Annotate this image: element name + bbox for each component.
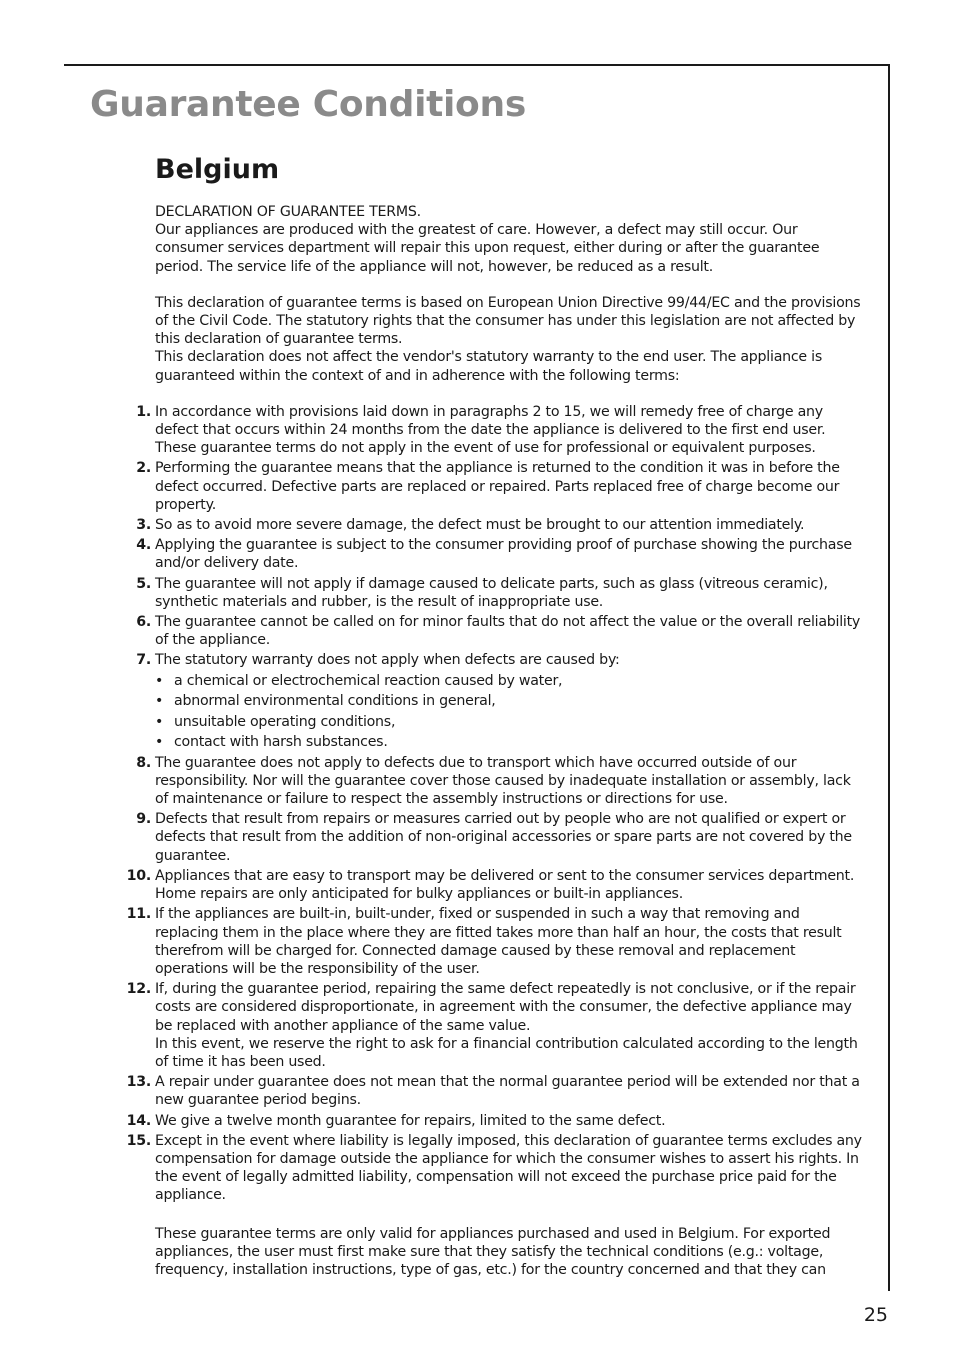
bullet-item bbox=[155, 733, 867, 751]
closing-paragraph: These guarantee terms are only valid for appliances purchased and used in Belgium. For exported appliances, the user must first make sure that they satisfy the technical conditions (e.g.: voltage, frequency, installation instructions, type of gas, etc.) for the country concerned and that they can bbox=[155, 1225, 831, 1278]
term-number: 9. bbox=[136, 811, 151, 828]
term-text: Defects that result from repairs or measures carried out by people who are not qualified or expert or defects that result from the addition of non-original accessories or spare parts are not covered by the guarantee. bbox=[155, 811, 852, 864]
bullet-text: abnormal environmental conditions in general, bbox=[174, 693, 496, 710]
right-rule bbox=[888, 64, 890, 1291]
term-number: 3. bbox=[136, 517, 151, 534]
term-text: The statutory warranty does not apply when defects are caused by: bbox=[155, 652, 620, 669]
term-number: 7. bbox=[136, 652, 151, 669]
term-text: If, during the guarantee period, repairing the same defect repeatedly is not conclusive, or if the repair costs are considered disproportionate, in agreement with the consumer, the defective appliance may be replaced with another appliance of the same value. bbox=[155, 981, 856, 1034]
term-item bbox=[136, 516, 867, 534]
term-text: The guarantee cannot be called on for minor faults that do not affect the value or the overall reliability of the appliance. bbox=[155, 614, 861, 649]
term-item bbox=[126, 1112, 867, 1130]
page-title: Guarantee Conditions bbox=[90, 84, 526, 125]
bullet-dot-icon: • bbox=[155, 734, 164, 751]
bullet-item bbox=[155, 672, 867, 690]
term-number: 15. bbox=[126, 1132, 151, 1149]
bullet-text: contact with harsh substances. bbox=[174, 734, 388, 751]
term-text: In accordance with provisions laid down in paragraphs 2 to 15, we will remedy free of charge any defect that occurs within 24 months from the date the appliance is delivered to the first end user. These guarantee terms do not apply in the event of use for professional or equivalent purposes. bbox=[155, 403, 826, 457]
term-item bbox=[136, 403, 867, 458]
term-text: A repair under guarantee does not mean that the normal guarantee period will be extended nor that a new guarantee period begins. bbox=[155, 1074, 860, 1109]
top-rule bbox=[64, 64, 890, 66]
section-title: Belgium bbox=[155, 154, 280, 185]
intro-paragraph-1: Our appliances are produced with the greatest of care. However, a defect may still occur. Our consumer services department will repair this upon request, either during or after the guarantee period. The service life of the appliance will not, however, be reduced as a result. bbox=[155, 222, 820, 275]
spacer bbox=[155, 276, 867, 294]
term-text: If the appliances are built-in, built-under, fixed or suspended in such a way that removing and replacing them in the place where they are fitted takes more than half an hour, the costs that result therefrom will be charged for. Connected damage caused by these removal and replacement operations will be the responsibility of the user. bbox=[155, 906, 842, 977]
spacer bbox=[155, 1207, 867, 1225]
defect-causes-list bbox=[155, 672, 867, 752]
term-item bbox=[126, 867, 867, 903]
term-item bbox=[136, 754, 867, 809]
bullet-dot-icon: • bbox=[155, 672, 164, 689]
bullet-item bbox=[155, 692, 867, 710]
term-number: 2. bbox=[136, 460, 151, 477]
term-item bbox=[136, 613, 867, 649]
term-item bbox=[136, 536, 867, 572]
term-item bbox=[136, 459, 867, 514]
term-text: So as to avoid more severe damage, the defect must be brought to our attention immediately. bbox=[155, 517, 805, 534]
term-item bbox=[126, 1073, 867, 1109]
term-item bbox=[126, 1132, 867, 1205]
bullet-item bbox=[155, 713, 867, 731]
page-number: 25 bbox=[863, 1304, 888, 1326]
bullet-dot-icon: • bbox=[155, 713, 164, 730]
term-number: 5. bbox=[136, 575, 151, 592]
term-extra-text: In this event, we reserve the right to ask for a financial contribution calculated according to the length of time it has been used. bbox=[155, 1035, 858, 1070]
intro-paragraph-3: This declaration does not affect the vendor's statutory warranty to the end user. The appliance is guaranteed within the context of and in adherence with the following terms: bbox=[155, 349, 823, 384]
term-item bbox=[126, 980, 867, 1071]
term-text: Applying the guarantee is subject to the consumer providing proof of purchase showing the purchase and/or delivery date. bbox=[155, 537, 852, 572]
spacer bbox=[155, 385, 867, 403]
term-text: We give a twelve month guarantee for repairs, limited to the same defect. bbox=[155, 1112, 666, 1129]
term-number: 14. bbox=[126, 1112, 151, 1129]
term-number: 4. bbox=[136, 537, 151, 554]
terms-list bbox=[126, 403, 867, 1205]
term-number: 13. bbox=[126, 1074, 151, 1091]
term-item bbox=[136, 651, 867, 751]
term-number: 8. bbox=[136, 754, 151, 771]
bullet-text: a chemical or electrochemical reaction caused by water, bbox=[174, 672, 563, 689]
term-text: The guarantee will not apply if damage caused to delicate parts, such as glass (vitreous ceramic), synthetic materials and rubber, is the result of inappropriate use. bbox=[155, 575, 828, 610]
term-number: 10. bbox=[126, 867, 151, 884]
term-item bbox=[126, 905, 867, 978]
intro-heading: DECLARATION OF GUARANTEE TERMS. bbox=[155, 204, 421, 220]
term-text: Performing the guarantee means that the appliance is returned to the condition it was in before the defect occurred. Defective parts are replaced or repaired. Parts replaced free of charge become our property. bbox=[155, 460, 840, 513]
bullet-text: unsuitable operating conditions, bbox=[174, 713, 396, 730]
term-number: 6. bbox=[136, 614, 151, 631]
body-text bbox=[126, 203, 867, 1279]
term-text: Except in the event where liability is legally imposed, this declaration of guarantee terms excludes any compensation for damage outside the appliance for which the consumer wishes to assert his rights. In the event of legally admitted liability, compensation will not exceed the purchase price paid for the appliance. bbox=[155, 1132, 862, 1204]
intro-paragraph-2: This declaration of guarantee terms is based on European Union Directive 99/44/EC and the provisions of the Civil Code. The statutory rights that the consumer has under this legislation are not affected by this declaration of guarantee terms. bbox=[155, 294, 861, 348]
bullet-dot-icon: • bbox=[155, 693, 164, 710]
term-number: 12. bbox=[126, 981, 151, 998]
term-number: 1. bbox=[136, 403, 151, 420]
term-item bbox=[136, 810, 867, 865]
term-number: 11. bbox=[126, 906, 151, 923]
term-item bbox=[136, 575, 867, 611]
term-text: Appliances that are easy to transport may be delivered or sent to the consumer services department. Home repairs are only anticipated for bulky appliances or built-in appliances. bbox=[155, 867, 855, 903]
term-text: The guarantee does not apply to defects due to transport which have occurred outside of our responsibility. Nor will the guarantee cover those caused by inadequate installation or assembly, lack of maintenance or failure to respect the assembly instructions or directions for use. bbox=[155, 754, 851, 808]
